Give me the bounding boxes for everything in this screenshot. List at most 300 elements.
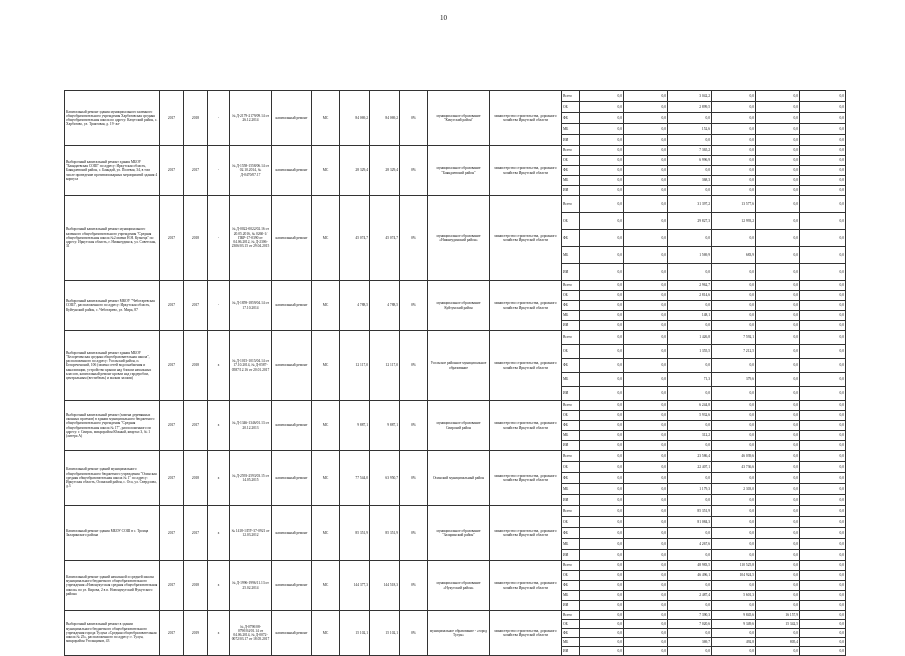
amount-cell: 0,0 [580, 247, 624, 264]
amount-cell: 0,0 [580, 176, 624, 186]
amount-cell: 0,0 [580, 411, 624, 421]
amount-cell: 0,0 [800, 102, 846, 113]
amount-cell: 0,0 [580, 102, 624, 113]
remaining-cost-cell: 45 074,7 [370, 196, 400, 281]
amount-cell: 0,0 [624, 451, 668, 462]
amount-cell: 0,0 [756, 373, 800, 387]
funding-source-cell: ФБ [562, 421, 580, 431]
estimated-cost-cell: 84 069,2 [340, 91, 370, 146]
amount-cell: 0,0 [712, 421, 756, 431]
amount-cell: 0,0 [580, 517, 624, 528]
readiness-cell: 0% [400, 506, 428, 561]
amount-cell: 0,0 [580, 213, 624, 230]
amount-cell: 15 342,5 [756, 620, 800, 629]
table-row [65, 91, 846, 102]
amount-cell: 0,0 [800, 230, 846, 247]
amount-cell: 0,0 [668, 473, 712, 484]
end-year-cell: 2018 [184, 451, 208, 506]
amount-cell: 81 084,3 [668, 517, 712, 528]
amount-cell: 0,0 [712, 291, 756, 301]
amount-cell: 0,0 [580, 611, 624, 620]
amount-cell: 0,0 [580, 156, 624, 166]
amount-cell: 0,0 [624, 571, 668, 581]
amount-cell: 0,0 [712, 186, 756, 196]
amount-cell: 0,0 [580, 601, 624, 611]
amount-cell: 0,0 [580, 473, 624, 484]
amount-cell: 0,0 [712, 281, 756, 291]
end-year-cell: 2017 [184, 146, 208, 196]
amount-cell: 0,0 [624, 581, 668, 591]
amount-cell: 0,0 [800, 213, 846, 230]
amount-cell: 0,0 [624, 561, 668, 571]
remaining-cost-cell: 63 950,7 [370, 451, 400, 506]
amount-cell: 0,0 [756, 176, 800, 186]
amount-cell: 0,0 [668, 301, 712, 311]
amount-cell: 0,0 [756, 102, 800, 113]
municipality-cell: муниципальное образование - «город Тулун» [428, 611, 490, 656]
amount-cell: 0,0 [756, 359, 800, 373]
amount-cell: 71,3 [668, 373, 712, 387]
amount-cell: 5 932,6 [668, 411, 712, 421]
remaining-cost-cell: 84 069,2 [370, 91, 400, 146]
funding-source-cell: МБ [562, 431, 580, 441]
amount-cell: 0,0 [800, 124, 846, 135]
amount-cell: 0,0 [624, 135, 668, 146]
amount-cell: 0,0 [800, 647, 846, 656]
end-year-cell: 2017 [184, 401, 208, 451]
amount-cell: 0,0 [712, 113, 756, 124]
amount-cell: 0,0 [624, 611, 668, 620]
amount-cell: 0,0 [712, 102, 756, 113]
amount-cell: 0,0 [580, 135, 624, 146]
object-name-cell: Выборочный капитальный ремонт здания МБОУ "Белореченская средняя общеобразовательная школа", расположенного по адресу: Усольский район, п. Белореченский, 106 (замена сетей водоснабжения и канализации, устройство крыши над блоком начальных классов, капитальный ремонт кровли над гардеробом, центральным (вестибюль) и малым залами) [65, 331, 160, 401]
funding-source-cell: ФБ [562, 359, 580, 373]
amount-cell: 0,0 [580, 421, 624, 431]
readiness-cell: 0% [400, 331, 428, 401]
amount-cell: 0,0 [624, 113, 668, 124]
amount-cell: 0,0 [800, 387, 846, 401]
amount-cell: 0,0 [580, 431, 624, 441]
estimated-cost-cell: 77 544,0 [340, 451, 370, 506]
object-name-cell: Выборочный капитальный ремонт здания МБОУ "Баяндаевская СОШ" по адресу: Иркутская область, Баяндаевский район, с. Баяндай, ул. Полевая, 34, в том числе проведение противопожарных мероприятий здания 4 корпуса [65, 146, 160, 196]
amount-cell: 0,0 [800, 281, 846, 291]
funding-source-cell: ФБ [562, 113, 580, 124]
amount-cell: 0,0 [800, 156, 846, 166]
funding-source-cell: Всего [562, 401, 580, 411]
amount-cell: 0,0 [756, 387, 800, 401]
amount-cell: 0,0 [756, 113, 800, 124]
document-cell: № Д-0022-0022/02.16 от 20.05.2016, № 0260-1/ПКР-17-0390 от 04.06.2012, № Д-2306-2306/03.15 от 29.04.2015 [230, 196, 272, 281]
amount-cell: 0,0 [756, 247, 800, 264]
amount-cell: 0,0 [624, 550, 668, 561]
funding-source-cell: МБ [562, 638, 580, 647]
flag-cell: x [208, 451, 230, 506]
funding-source-cell: Всего [562, 506, 580, 517]
amount-cell: 0,0 [756, 571, 800, 581]
amount-cell: 0,0 [800, 451, 846, 462]
amount-cell: 7 592,1 [712, 331, 756, 345]
amount-cell: 368,3 [668, 176, 712, 186]
amount-cell: 0,0 [756, 647, 800, 656]
amount-cell: 0,0 [800, 186, 846, 196]
amount-cell: 7 020,6 [668, 620, 712, 629]
page-number: 10 [440, 14, 447, 22]
amount-cell: 0,0 [800, 528, 846, 539]
object-name-cell: Выборочный капитальный ремонт муниципального казенного общеобразовательного учреждения "Средняя общеобразовательная школа №2 имени Н.Н. Кузнеца" по адресу: Иркутская область, г. Нижнеудинск, ул. Советская, 31 [65, 196, 160, 281]
ministry-cell: министерство строительства, дорожного хозяйства Иркутской области [490, 196, 562, 281]
amount-cell: 0,0 [756, 421, 800, 431]
amount-cell: 0,0 [756, 441, 800, 451]
funding-source-cell: ФБ [562, 301, 580, 311]
amount-cell: 0,0 [800, 638, 846, 647]
amount-cell: 0,0 [756, 291, 800, 301]
amount-cell: 0,0 [624, 146, 668, 156]
amount-cell: 0,0 [712, 146, 756, 156]
amount-cell: 148,1 [668, 311, 712, 321]
amount-cell: 0,0 [756, 495, 800, 506]
amount-cell: 0,0 [624, 359, 668, 373]
amount-cell: 0,0 [756, 196, 800, 213]
end-year-cell: 2018 [184, 196, 208, 281]
amount-cell: 0,0 [624, 629, 668, 638]
amount-cell: 0,0 [756, 451, 800, 462]
start-year-cell: 2017 [160, 91, 184, 146]
amount-cell: 0,0 [624, 473, 668, 484]
amount-cell: 0,0 [756, 186, 800, 196]
amount-cell: 0,0 [800, 495, 846, 506]
amount-cell: 0,0 [756, 601, 800, 611]
amount-cell: 9 845,6 [712, 611, 756, 620]
funding-source-cell: ОБ [562, 517, 580, 528]
amount-cell: 0,0 [756, 321, 800, 331]
end-year-cell: 2018 [184, 331, 208, 401]
amount-cell: 0,0 [624, 647, 668, 656]
funding-source-cell: ИИ [562, 387, 580, 401]
funding-source-cell: ФБ [562, 166, 580, 176]
mc-cell: МС [312, 91, 340, 146]
amount-cell: 0,0 [624, 373, 668, 387]
amount-cell: 0,0 [756, 166, 800, 176]
funding-source-cell: ИИ [562, 601, 580, 611]
municipality-cell: муниципальное образование "Качугский район" [428, 91, 490, 146]
remaining-cost-cell: 85 351,9 [370, 506, 400, 561]
work-type-cell: капитальный ремонт [272, 506, 312, 561]
amount-cell: 0,0 [668, 629, 712, 638]
amount-cell: 0,0 [712, 91, 756, 102]
readiness-cell: 0% [400, 196, 428, 281]
amount-cell: 0,0 [580, 124, 624, 135]
end-year-cell: 2019 [184, 611, 208, 656]
amount-cell: 0,0 [580, 506, 624, 517]
amount-cell: 0,0 [668, 421, 712, 431]
amount-cell: 16 157,9 [756, 611, 800, 620]
amount-cell: 0,0 [756, 213, 800, 230]
start-year-cell: 2017 [160, 146, 184, 196]
amount-cell: 0,0 [580, 528, 624, 539]
estimated-cost-cell: 28 329,4 [340, 146, 370, 196]
amount-cell: 0,0 [668, 495, 712, 506]
document-cell: № Д-2179-2179/09.14 от 26.12.2014 [230, 91, 272, 146]
object-name-cell: Капитальный ремонт зданий начальной и средней школы муниципального бюджетного общеобразовательного учреждения «Новонукутская средняя общеобразовательная школа» по ул. Кирова, 2 в п. Новонукутский Нукутского района [65, 561, 160, 611]
amount-cell: 369,7 [668, 638, 712, 647]
amount-cell: 0,0 [580, 91, 624, 102]
table-row [65, 451, 846, 462]
amount-cell: 0,0 [624, 230, 668, 247]
funding-source-cell: МБ [562, 539, 580, 550]
ministry-cell: министерство строительства, дорожного хозяйства Иркутской области [490, 91, 562, 146]
amount-cell: 152,6 [668, 124, 712, 135]
amount-cell: 0,0 [624, 539, 668, 550]
end-year-cell: 2018 [184, 561, 208, 611]
table-row [65, 196, 846, 213]
table-row [65, 611, 846, 620]
end-year-cell: 2018 [184, 91, 208, 146]
amount-cell: 0,0 [580, 451, 624, 462]
amount-cell: 0,0 [756, 301, 800, 311]
amount-cell: 0,0 [800, 629, 846, 638]
amount-cell: 2 487,4 [668, 591, 712, 601]
amount-cell: 6 244,8 [668, 401, 712, 411]
amount-cell: 0,0 [800, 331, 846, 345]
work-type-cell: капитальный ремонт [272, 561, 312, 611]
readiness-cell: 0% [400, 561, 428, 611]
document-cell: № Д-1996-1996/11.13 от 25.02.2014 [230, 561, 272, 611]
start-year-cell: 2017 [160, 196, 184, 281]
amount-cell: 0,0 [800, 166, 846, 176]
municipality-cell: муниципальное образование «Нижнеудинский район» [428, 196, 490, 281]
amount-cell: 0,0 [580, 571, 624, 581]
municipality-cell: муниципальное образование "Заларинский район" [428, 506, 490, 561]
amount-cell: 0,0 [580, 373, 624, 387]
amount-cell: 0,0 [756, 311, 800, 321]
funding-source-cell: ОБ [562, 620, 580, 629]
amount-cell: 0,0 [624, 291, 668, 301]
amount-cell: 5 601,3 [712, 591, 756, 601]
remaining-cost-cell: 144 518,3 [370, 561, 400, 611]
mc-cell: МС [312, 506, 340, 561]
funding-source-cell: Всего [562, 611, 580, 620]
amount-cell: 48 983,5 [668, 561, 712, 571]
amount-cell: 0,0 [624, 495, 668, 506]
amount-cell: 0,0 [712, 647, 756, 656]
work-type-cell: капитальный ремонт [272, 401, 312, 451]
start-year-cell: 2017 [160, 451, 184, 506]
funding-source-cell: ФБ [562, 528, 580, 539]
amount-cell: 0,0 [756, 135, 800, 146]
amount-cell: 0,0 [756, 91, 800, 102]
amount-cell: 0,0 [624, 331, 668, 345]
amount-cell: 110 525,8 [712, 561, 756, 571]
funding-source-cell: МБ [562, 591, 580, 601]
amount-cell: 29 827,3 [668, 213, 712, 230]
amount-cell: 0,0 [712, 156, 756, 166]
funding-source-cell: МБ [562, 484, 580, 495]
estimated-cost-cell: 144 377,3 [340, 561, 370, 611]
start-year-cell: 2017 [160, 561, 184, 611]
amount-cell: 0,0 [624, 186, 668, 196]
funding-source-cell: Всего [562, 91, 580, 102]
amount-cell: 0,0 [580, 264, 624, 281]
document-cell: № Д-1346-1346/01.13 от 20.12.2013 [230, 401, 272, 451]
amount-cell: 0,0 [800, 373, 846, 387]
amount-cell: 0,0 [668, 647, 712, 656]
amount-cell: 0,0 [756, 345, 800, 359]
amount-cell: 0,0 [580, 321, 624, 331]
funding-source-cell: Всего [562, 331, 580, 345]
amount-cell: 0,0 [624, 156, 668, 166]
amount-cell: 0,0 [756, 561, 800, 571]
flag-cell: x [208, 611, 230, 656]
funding-source-cell: МБ [562, 247, 580, 264]
amount-cell: 0,0 [668, 528, 712, 539]
mc-cell: МС [312, 196, 340, 281]
amount-cell: 0,0 [580, 230, 624, 247]
amount-cell: 0,0 [800, 135, 846, 146]
amount-cell: 0,0 [580, 581, 624, 591]
amount-cell: 0,0 [712, 321, 756, 331]
amount-cell: 0,0 [580, 620, 624, 629]
amount-cell: 0,0 [712, 359, 756, 373]
amount-cell: 0,0 [580, 166, 624, 176]
amount-cell: 1 569,9 [668, 247, 712, 264]
funding-source-cell: ОБ [562, 571, 580, 581]
amount-cell: 0,0 [624, 431, 668, 441]
amount-cell: 0,0 [800, 591, 846, 601]
amount-cell: 0,0 [668, 581, 712, 591]
amount-cell: 0,0 [580, 591, 624, 601]
object-name-cell: Капитальный ремонт зданий муниципального общеобразовательного бюджетного учреждения "Осинская средняя общеобразовательная школа № 1" по адресу: Иркутская область, Осинский район, с. Оса, ул. Свердлова, д.3 [65, 451, 160, 506]
funding-source-cell: ФБ [562, 230, 580, 247]
flag-cell: x [208, 401, 230, 451]
readiness-cell: 0% [400, 401, 428, 451]
amount-cell: 0,0 [668, 186, 712, 196]
funding-source-cell: МБ [562, 124, 580, 135]
table-row [65, 561, 846, 571]
object-name-cell: Выборочный капитальный ремонт (замена деревянных оконных проемов) в здании муниципального бюджетного общеобразовательного учреждения "Средняя общеобразовательная школа № 17", расположенного по адресу: г. Свирск, микрорайон Южный, квартал 3, № 1 (литера А) [65, 401, 160, 451]
funding-source-cell: ОБ [562, 291, 580, 301]
amount-cell: 7 365,2 [668, 146, 712, 156]
amount-cell: 0,0 [712, 629, 756, 638]
amount-cell: 1 179,3 [668, 484, 712, 495]
amount-cell: 4 267,6 [668, 539, 712, 550]
amount-cell: 0,0 [800, 517, 846, 528]
amount-cell: 0,0 [800, 401, 846, 411]
ministry-cell: министерство строительства, дорожного хозяйства Иркутской области [490, 561, 562, 611]
funding-source-cell: Всего [562, 196, 580, 213]
amount-cell: 0,0 [800, 264, 846, 281]
amount-cell: 0,0 [580, 113, 624, 124]
amount-cell: 0,0 [756, 629, 800, 638]
amount-cell: 0,0 [580, 345, 624, 359]
amount-cell: 0,0 [624, 462, 668, 473]
estimated-cost-cell: 4 788,5 [340, 281, 370, 331]
funding-source-cell: ИИ [562, 135, 580, 146]
flag-cell: x [208, 506, 230, 561]
amount-cell: 0,0 [756, 581, 800, 591]
remaining-cost-cell: 28 329,4 [370, 146, 400, 196]
amount-cell: 0,0 [580, 484, 624, 495]
amount-cell: 0,0 [800, 345, 846, 359]
readiness-cell: 0% [400, 611, 428, 656]
amount-cell: 1 426,8 [668, 331, 712, 345]
amount-cell: 0,0 [756, 528, 800, 539]
amount-cell: 0,0 [800, 484, 846, 495]
amount-cell: 805,4 [756, 638, 800, 647]
funding-source-cell: ОБ [562, 102, 580, 113]
amount-cell: 0,0 [712, 176, 756, 186]
municipality-cell: муниципальное образование Свирский район [428, 401, 490, 451]
amount-cell: 0,0 [756, 431, 800, 441]
funding-source-cell: ФБ [562, 581, 580, 591]
amount-cell: 0,0 [668, 601, 712, 611]
amount-cell: 0,0 [712, 387, 756, 401]
object-name-cell: Выборочный капитальный ремонт МКОУ "Чеботаревская СОШ", расположенного по адресу: Иркутская область, Куйтунский район, с. Чеботарево, ул. Мира, 87 [65, 281, 160, 331]
amount-cell: 0,0 [756, 473, 800, 484]
amount-cell: 0,0 [712, 506, 756, 517]
amount-cell: 0,0 [624, 281, 668, 291]
funding-source-cell: Всего [562, 146, 580, 156]
flag-cell: - [208, 91, 230, 146]
table-row [65, 506, 846, 517]
amount-cell: 0,0 [712, 539, 756, 550]
document-cell: № Д-1859-1859/04.14 от 17.10.2014 [230, 281, 272, 331]
amount-cell: 0,0 [712, 431, 756, 441]
start-year-cell: 2017 [160, 611, 184, 656]
amount-cell: 0,0 [624, 345, 668, 359]
amount-cell: 0,0 [624, 620, 668, 629]
estimated-cost-cell: 9 887,1 [340, 401, 370, 451]
amount-cell: 0,0 [624, 591, 668, 601]
amount-cell: 0,0 [712, 401, 756, 411]
readiness-cell: 0% [400, 146, 428, 196]
amount-cell: 0,0 [624, 264, 668, 281]
amount-cell: 0,0 [800, 146, 846, 156]
flag-cell: - [208, 281, 230, 331]
amount-cell: 0,0 [756, 156, 800, 166]
document-cell: № Д-1015-1015/04.14 от 17.10.2014, № Д-0587-0587/12.16 от 20.01.2017 [230, 331, 272, 401]
amount-cell: 13 577,6 [712, 196, 756, 213]
amount-cell: 0,0 [800, 571, 846, 581]
amount-cell: 0,0 [800, 321, 846, 331]
amount-cell: 2 899,5 [668, 102, 712, 113]
amount-cell: 0,0 [712, 230, 756, 247]
object-name-cell: Капитальный ремонт здания муниципального казенного общеобразовательного учреждения Харбатовская средняя общеобразовательная школа по адресу: Качугский район, с. Харбатово, ул. Трактовая, д. 19 -аа- [65, 91, 160, 146]
amount-cell: 0,0 [800, 611, 846, 620]
amount-cell: 0,0 [800, 601, 846, 611]
table-row [65, 401, 846, 411]
amount-cell: 0,0 [624, 213, 668, 230]
amount-cell: 0,0 [580, 495, 624, 506]
amount-cell: 3 042,2 [668, 91, 712, 102]
amount-cell: 0,0 [624, 91, 668, 102]
amount-cell: 0,0 [712, 495, 756, 506]
municipality-cell: муниципальное образование «Нукутский район» [428, 561, 490, 611]
municipality-cell: Осинский муниципальный район [428, 451, 490, 506]
funding-source-cell: ИИ [562, 321, 580, 331]
amount-cell: 0,0 [712, 528, 756, 539]
amount-cell: 0,0 [580, 441, 624, 451]
amount-cell: 0,0 [756, 591, 800, 601]
amount-cell: 0,0 [624, 311, 668, 321]
amount-cell: 0,0 [756, 230, 800, 247]
amount-cell: 0,0 [624, 124, 668, 135]
object-name-cell: Выборочный капитальный ремонт в здании муниципального бюджетного общеобразовательного учреждения города Тулуна «Средняя общеобразовательная школа № 25», расположенного по адресу: г. Тулун, микрорайон Угольщиков, 43 [65, 611, 160, 656]
amount-cell: 0,0 [712, 581, 756, 591]
amount-cell: 0,0 [580, 281, 624, 291]
table-row [65, 146, 846, 156]
funding-source-cell: МБ [562, 373, 580, 387]
document-cell: № Д-2593-2593/03.15 от 14.05.2015 [230, 451, 272, 506]
